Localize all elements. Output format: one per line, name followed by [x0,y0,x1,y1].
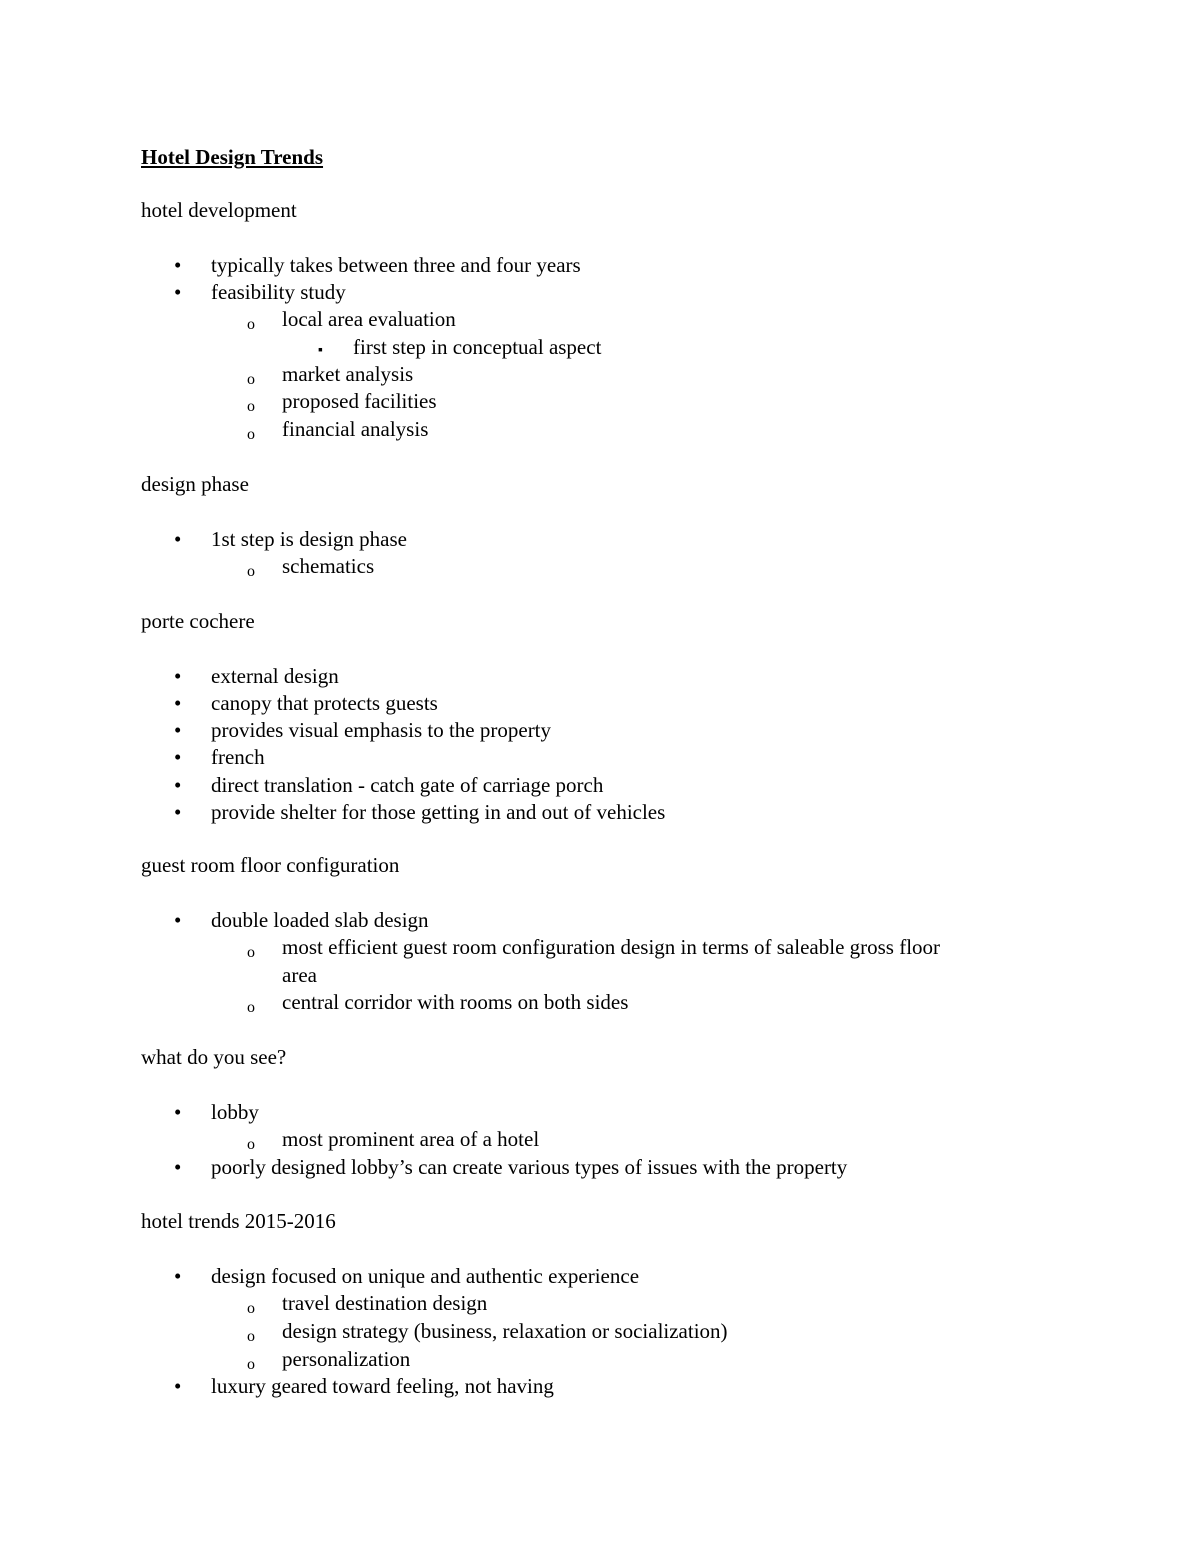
bullet-dot-icon [174,716,181,744]
bullet-dot-icon [174,906,181,934]
list-item: proposed facilities [282,389,437,413]
section-heading-floor-configuration: guest room floor configuration [141,853,400,877]
bullet-dot-icon [174,1098,181,1126]
bullet-dot-icon [174,1262,181,1290]
section-heading-what-see: what do you see? [141,1045,287,1069]
list-item: double loaded slab design [211,908,429,932]
list-item: provide shelter for those getting in and out of vehicles [211,800,666,824]
bullet-dot-icon [174,689,181,717]
document-title: Hotel Design Trends [141,145,324,169]
bullet-circle-icon [247,1292,255,1323]
list-item-continuation: area [282,963,317,987]
list-item: french [211,745,265,769]
list-item: local area evaluation [282,307,456,331]
bullet-circle-icon [247,555,255,586]
bullet-dot-icon [174,1372,181,1400]
list-item: design strategy (business, relaxation or socialization) [282,1319,728,1343]
list-item: poorly designed lobby’s can create various types of issues with the property [211,1155,848,1179]
bullet-dot-icon [174,278,181,306]
bullet-circle-icon [247,991,255,1022]
bullet-dot-icon [174,743,181,771]
bullet-dot-icon [174,662,181,690]
bullet-dot-icon [174,798,181,826]
list-item: lobby [211,1100,259,1124]
list-item: external design [211,664,339,688]
list-item: provides visual emphasis to the property [211,718,552,742]
section-heading-trends: hotel trends 2015-2016 [141,1209,336,1233]
list-item: most efficient guest room configuration design in terms of saleable gross floor [282,935,941,959]
list-item: personalization [282,1347,411,1371]
list-item: luxury geared toward feeling, not having [211,1374,554,1398]
list-item: market analysis [282,362,414,386]
bullet-dot-icon [174,771,181,799]
bullet-circle-icon [247,418,255,449]
list-item: schematics [282,554,375,578]
list-item: feasibility study [211,280,346,304]
list-item: design focused on unique and authentic experience [211,1264,640,1288]
bullet-circle-icon [247,308,255,339]
bullet-circle-icon [247,1320,255,1351]
list-item: travel destination design [282,1291,488,1315]
list-item: most prominent area of a hotel [282,1127,540,1151]
section-heading-development: hotel development [141,198,297,222]
section-heading-design-phase: design phase [141,472,249,496]
bullet-dot-icon [174,251,181,279]
list-item: typically takes between three and four years [211,253,581,277]
list-item: 1st step is design phase [211,527,407,551]
section-heading-porte-cochere: porte cochere [141,609,255,633]
list-item: financial analysis [282,417,429,441]
bullet-dot-icon [174,1153,181,1181]
bullet-circle-icon [247,390,255,421]
list-item: first step in conceptual aspect [353,335,602,359]
list-item: central corridor with rooms on both sides [282,990,629,1014]
bullet-dot-icon [174,525,181,553]
list-item: canopy that protects guests [211,691,438,715]
bullet-circle-icon [247,936,255,967]
list-item: direct translation - catch gate of carriage porch [211,773,604,797]
